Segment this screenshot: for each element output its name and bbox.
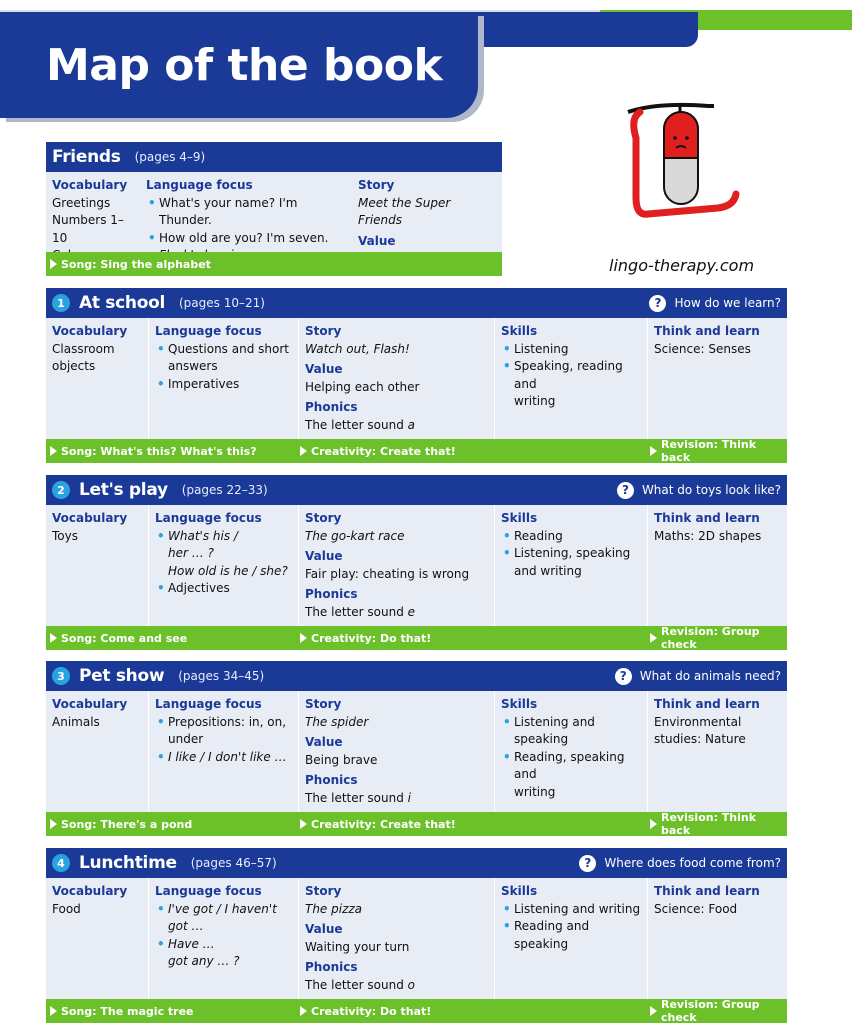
triangle-icon — [50, 633, 57, 643]
phonics-prefix: The letter sound — [305, 604, 408, 619]
unit-title: Lunchtime — [79, 853, 177, 873]
creativity-link — [300, 626, 431, 650]
value-heading: Value — [305, 735, 343, 749]
bullet-line: • Reading and speaking — [514, 919, 590, 951]
triangle-icon — [300, 446, 307, 456]
phonics-letter: a — [407, 417, 415, 432]
song-label: Song: The magic tree — [61, 1004, 194, 1018]
unit-footer — [46, 439, 787, 463]
phonics-heading: Phonics — [305, 773, 358, 787]
skills-column — [494, 318, 647, 439]
text-line: Science: Food — [654, 901, 738, 916]
revision-label: Revision: Group check — [661, 998, 760, 1024]
value-heading: Value — [305, 362, 343, 376]
unit-title: Pet show — [79, 666, 165, 686]
unit-pages: (pages 34–45) — [178, 669, 265, 683]
language-item: • What's your name? I'm Thunder. — [146, 195, 346, 230]
bullet-line: writing — [514, 394, 556, 408]
unit-header — [46, 661, 787, 691]
unit-pages: (pages 10–21) — [179, 296, 265, 310]
unit-header — [46, 848, 787, 878]
bullet-line: got … — [168, 919, 204, 933]
think-lines — [654, 714, 781, 749]
creativity-label: Creativity: Create that! — [311, 817, 456, 831]
song-link — [50, 252, 211, 276]
creativity-label: Creativity: Do that! — [311, 1004, 432, 1018]
skills-column — [494, 505, 647, 626]
bullet-line: • Speaking, reading and — [514, 359, 623, 391]
value-heading: Value — [358, 233, 396, 248]
text-line: Toys — [52, 528, 78, 543]
value-text: Being brave — [305, 752, 378, 767]
phonics-text — [305, 417, 488, 435]
unit-pages: (pages 46–57) — [190, 856, 277, 870]
value-text: Helping each other — [305, 379, 420, 394]
think-and-learn-heading: Think and learn — [654, 511, 760, 525]
language-focus-column — [148, 691, 298, 812]
bullet-line: • Reading, speaking and — [514, 749, 625, 781]
phonics-text — [305, 977, 488, 995]
revision-link — [650, 999, 787, 1023]
song-label: Song: What's this? What's this? — [61, 444, 257, 458]
friends-footer — [46, 252, 502, 276]
value-text: Fair play: cheating is wrong — [305, 566, 470, 581]
creativity-link — [300, 812, 456, 836]
bullet-line: answers — [168, 359, 218, 373]
triangle-icon — [50, 1006, 57, 1016]
question-text: What do animals need? — [639, 669, 781, 683]
vocabulary-column — [46, 878, 148, 999]
unit-header — [46, 475, 787, 505]
unit-big-question — [615, 661, 781, 691]
bullet-line: her … ? — [168, 546, 214, 560]
triangle-icon — [650, 1006, 657, 1016]
skills-bullet — [501, 358, 641, 411]
triangle-icon — [50, 819, 57, 829]
language-bullet — [155, 341, 292, 376]
think-and-learn-heading: Think and learn — [654, 697, 760, 711]
revision-label: Revision: Group check — [661, 625, 760, 651]
phonics-letter: o — [407, 977, 415, 992]
story-heading: Story — [305, 697, 342, 711]
unit-title: Let's play — [79, 480, 168, 500]
bullet-line: • Imperatives — [168, 376, 240, 391]
vocabulary-lines — [52, 901, 142, 919]
unit-big-question — [649, 288, 781, 318]
song-label: Song: There's a pond — [61, 817, 193, 831]
bullet-line: • Reading — [514, 528, 563, 543]
bullet-line: • Adjectives — [168, 581, 230, 595]
phonics-heading: Phonics — [305, 400, 358, 414]
unit-footer — [46, 999, 787, 1023]
unit-number-badge: 1 — [52, 294, 70, 312]
bullet-line: and writing — [514, 563, 582, 578]
unit-panel-4 — [46, 848, 787, 1023]
text-line: Animals — [52, 714, 100, 729]
phonics-letter: i — [407, 790, 411, 805]
question-text: Where does food come from? — [604, 856, 781, 870]
think-lines — [654, 901, 781, 919]
vocabulary-lines — [52, 714, 142, 732]
text-line: Maths: 2D shapes — [654, 528, 762, 543]
skills-bullet — [501, 714, 641, 749]
vocabulary-heading: Vocabulary — [52, 178, 128, 192]
unit-pages: (pages 22–33) — [181, 483, 268, 497]
language-focus-heading: Language focus — [155, 511, 262, 525]
language-focus-heading: Language focus — [155, 884, 262, 898]
language-focus-column — [148, 505, 298, 626]
bullet-line: speaking — [514, 732, 569, 746]
question-text: What do toys look like? — [641, 483, 781, 497]
creativity-label: Creativity: Do that! — [311, 631, 432, 645]
bullet-line: • Listening and writing — [514, 901, 641, 916]
unit-number-badge: 4 — [52, 854, 70, 872]
story-text: Watch out, Flash! — [305, 341, 410, 356]
story-text: The pizza — [305, 901, 363, 916]
unit-number-badge: 2 — [52, 481, 70, 499]
text-line: Environmental — [654, 714, 742, 729]
story-column — [298, 878, 494, 999]
unit-big-question — [579, 848, 781, 878]
text-line: Food — [52, 901, 81, 916]
song-label: Song: Come and see — [61, 631, 188, 645]
phonics-prefix: The letter sound — [305, 790, 408, 805]
think-and-learn-column — [647, 691, 787, 812]
skills-column — [494, 691, 647, 812]
unit-footer — [46, 626, 787, 650]
skills-column — [494, 878, 647, 999]
revision-link — [650, 626, 787, 650]
phonics-letter: e — [407, 604, 416, 619]
language-focus-column — [148, 878, 298, 999]
bullet-line: How old is he / she? — [168, 563, 288, 578]
friends-pages: (pages 4–9) — [134, 150, 206, 164]
unit-big-question — [617, 475, 781, 505]
question-icon: ? — [649, 295, 666, 312]
skills-bullet — [501, 341, 641, 359]
bullet-line: • I've got / I haven't — [168, 901, 277, 916]
value-text: Waiting your turn — [305, 939, 410, 954]
revision-label: Revision: Think back — [661, 811, 757, 837]
language-bullet — [155, 936, 292, 971]
creativity-link — [300, 439, 456, 463]
language-focus-heading: Language focus — [155, 697, 262, 711]
unit-header — [46, 288, 787, 318]
unit-panel-1 — [46, 288, 787, 463]
logo-caption: lingo-therapy.com — [609, 256, 755, 275]
triangle-icon — [650, 633, 657, 643]
skills-heading: Skills — [501, 511, 538, 525]
think-and-learn-column — [647, 878, 787, 999]
think-lines — [654, 528, 781, 546]
text-line: Science: Senses — [654, 341, 751, 356]
song-label: Song: Sing the alphabet — [61, 257, 211, 271]
song-link — [50, 439, 257, 463]
vocabulary-item: Numbers 1–10 — [52, 213, 124, 245]
bullet-line: got any … ? — [168, 954, 240, 968]
unit-panel-2 — [46, 475, 787, 650]
skills-bullet — [501, 918, 641, 953]
text-line: objects — [52, 359, 96, 373]
language-bullet — [155, 749, 292, 767]
think-and-learn-column — [647, 505, 787, 626]
vocabulary-item: Greetings — [52, 195, 111, 210]
bullet-line: • Listening and — [514, 714, 595, 729]
vocabulary-column — [46, 691, 148, 812]
think-and-learn-heading: Think and learn — [654, 324, 760, 338]
skills-heading: Skills — [501, 697, 538, 711]
language-focus-heading: Language focus — [146, 178, 253, 192]
language-focus-column — [148, 318, 298, 439]
unit-number-badge: 3 — [52, 667, 70, 685]
question-icon: ? — [579, 855, 596, 872]
think-and-learn-column — [647, 318, 787, 439]
triangle-icon — [50, 446, 57, 456]
top-navy-strip — [460, 12, 698, 47]
vocabulary-lines — [52, 528, 142, 546]
triangle-icon — [650, 446, 657, 456]
story-text: The go-kart race — [305, 528, 405, 543]
creativity-label: Creativity: Create that! — [311, 444, 456, 458]
triangle-icon — [300, 819, 307, 829]
value-heading: Value — [305, 922, 343, 936]
creativity-link — [300, 999, 431, 1023]
skills-heading: Skills — [501, 884, 538, 898]
revision-link — [650, 439, 787, 463]
bullet-line: • Prepositions: in, on, — [168, 714, 287, 729]
phonics-text — [305, 790, 488, 808]
bullet-line: • Have … — [168, 936, 215, 951]
triangle-icon — [300, 633, 307, 643]
story-text: Meet the Super Friends — [358, 195, 451, 227]
song-link — [50, 626, 187, 650]
triangle-icon — [50, 259, 57, 269]
vocabulary-heading: Vocabulary — [52, 697, 128, 711]
phonics-heading: Phonics — [305, 587, 358, 601]
revision-link — [650, 812, 787, 836]
story-heading: Story — [305, 884, 342, 898]
think-and-learn-heading: Think and learn — [654, 884, 760, 898]
friends-story — [352, 172, 502, 252]
triangle-icon — [300, 1006, 307, 1016]
phonics-prefix: The letter sound — [305, 977, 408, 992]
vocabulary-heading: Vocabulary — [52, 511, 128, 525]
language-bullet — [155, 376, 292, 394]
bullet-line: • Questions and short — [168, 341, 289, 356]
vocabulary-column — [46, 318, 148, 439]
skills-bullet — [501, 528, 641, 546]
language-item: • How old are you? I'm seven. — [146, 230, 346, 248]
song-link — [50, 812, 192, 836]
friends-panel — [46, 142, 502, 276]
story-heading: Story — [305, 324, 342, 338]
revision-label: Revision: Think back — [661, 438, 757, 464]
bullet-line: • Listening — [514, 341, 569, 356]
story-heading: Story — [305, 511, 342, 525]
story-column — [298, 691, 494, 812]
think-lines — [654, 341, 781, 359]
bullet-line: under — [168, 732, 204, 746]
question-icon: ? — [617, 482, 634, 499]
friends-language-focus — [140, 172, 352, 252]
text-line: studies: Nature — [654, 732, 746, 746]
bullet-line: • Listening, speaking — [514, 546, 631, 560]
vocabulary-heading: Vocabulary — [52, 324, 128, 338]
unit-footer — [46, 812, 787, 836]
skills-bullet — [501, 749, 641, 802]
friends-title: Friends — [52, 147, 121, 167]
skills-heading: Skills — [501, 324, 538, 338]
bullet-line: writing — [514, 784, 556, 799]
song-link — [50, 999, 194, 1023]
phonics-heading: Phonics — [305, 960, 358, 974]
language-bullet — [155, 714, 292, 749]
lingo-therapy-logo — [618, 98, 742, 232]
question-icon: ? — [615, 668, 632, 685]
triangle-icon — [650, 819, 657, 829]
bullet-line: • I like / I don't like … — [168, 749, 287, 764]
phonics-prefix: The letter sound — [305, 417, 408, 432]
story-heading: Story — [358, 178, 395, 192]
page-title: Map of the book — [46, 40, 443, 91]
story-text: The spider — [305, 714, 369, 729]
question-text: How do we learn? — [674, 296, 781, 310]
unit-title: At school — [79, 293, 165, 313]
bullet-line: • What's his / — [168, 528, 238, 543]
text-line: Classroom — [52, 341, 115, 356]
friends-header — [46, 142, 502, 172]
language-focus-heading: Language focus — [155, 324, 262, 338]
value-heading: Value — [305, 549, 343, 563]
vocabulary-lines — [52, 341, 142, 376]
story-column — [298, 505, 494, 626]
vocabulary-heading: Vocabulary — [52, 884, 128, 898]
language-bullet — [155, 901, 292, 936]
language-bullet — [155, 580, 292, 598]
story-column — [298, 318, 494, 439]
vocabulary-column — [46, 505, 148, 626]
unit-panel-3 — [46, 661, 787, 836]
phonics-text — [305, 604, 488, 622]
skills-bullet — [501, 545, 641, 580]
friends-vocabulary — [46, 172, 140, 252]
language-bullet — [155, 528, 292, 581]
skills-bullet — [501, 901, 641, 919]
